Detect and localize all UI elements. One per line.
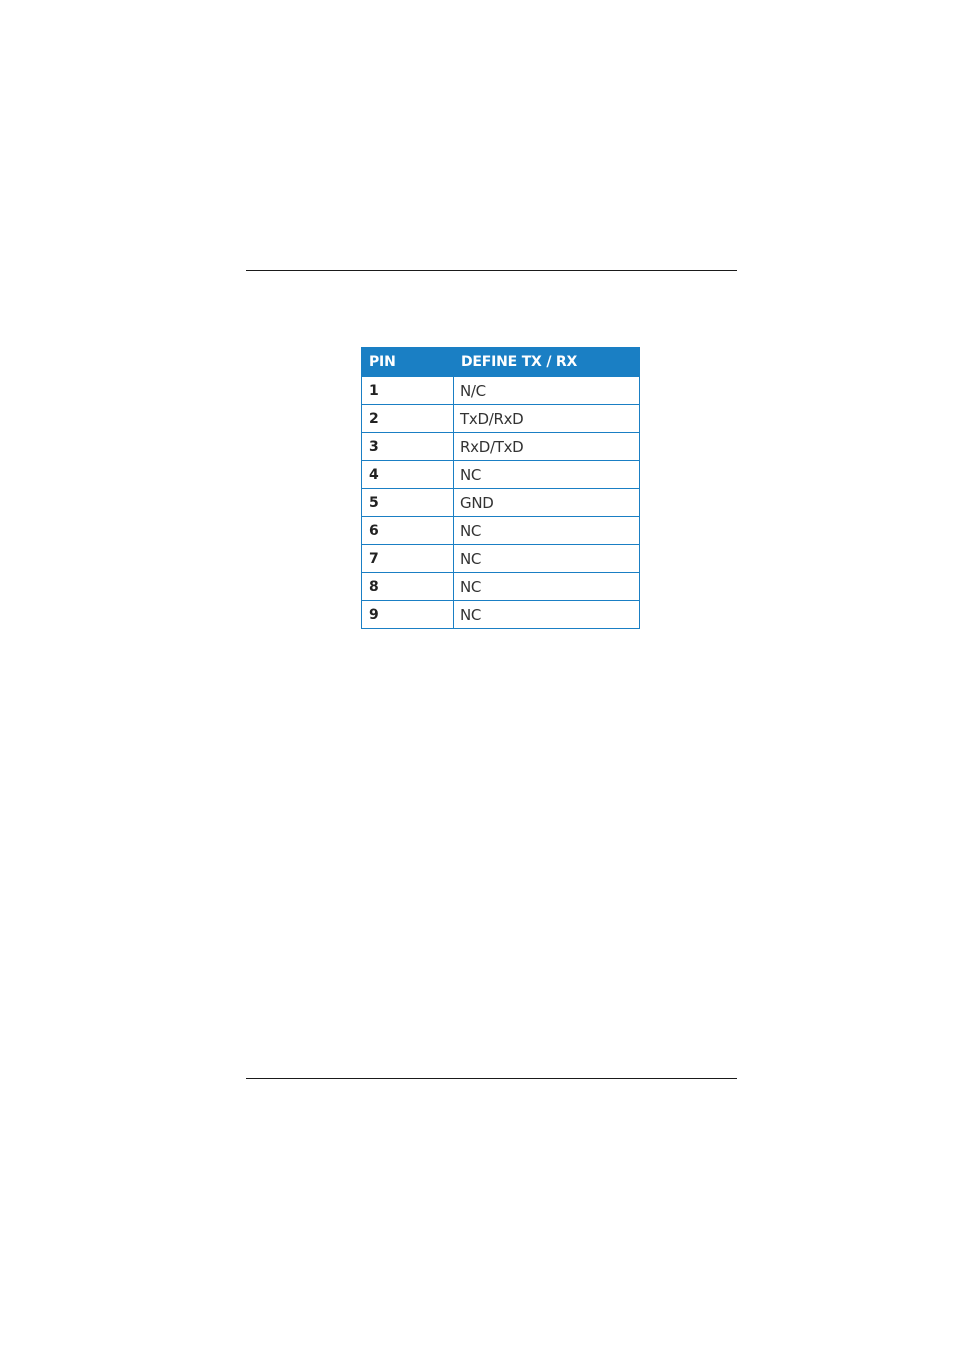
pin-number: 9 [362, 601, 454, 629]
pin-define: RxD/TxD [454, 433, 640, 461]
header-define: DEFINE TX / RX [454, 348, 640, 377]
pin-define: NC [454, 517, 640, 545]
pin-number: 7 [362, 545, 454, 573]
top-divider [246, 270, 737, 271]
table-row [362, 489, 640, 517]
pin-define: NC [454, 601, 640, 629]
table-row [362, 433, 640, 461]
header-pin: PIN [362, 348, 454, 377]
pin-define: NC [454, 573, 640, 601]
table-row [362, 601, 640, 629]
pin-number: 1 [362, 377, 454, 405]
pin-number: 3 [362, 433, 454, 461]
pin-number: 8 [362, 573, 454, 601]
bottom-divider [246, 1078, 737, 1079]
pin-number: 2 [362, 405, 454, 433]
table-row [362, 545, 640, 573]
table-row [362, 377, 640, 405]
table-row [362, 405, 640, 433]
table-header-row [362, 348, 640, 377]
pin-definition-table [361, 347, 640, 629]
pin-number: 6 [362, 517, 454, 545]
table-row [362, 461, 640, 489]
pin-define: N/C [454, 377, 640, 405]
pin-define: NC [454, 545, 640, 573]
table-row [362, 517, 640, 545]
pin-number: 4 [362, 461, 454, 489]
pin-define: GND [454, 489, 640, 517]
pin-number: 5 [362, 489, 454, 517]
pin-define: NC [454, 461, 640, 489]
table-row [362, 573, 640, 601]
pin-define: TxD/RxD [454, 405, 640, 433]
